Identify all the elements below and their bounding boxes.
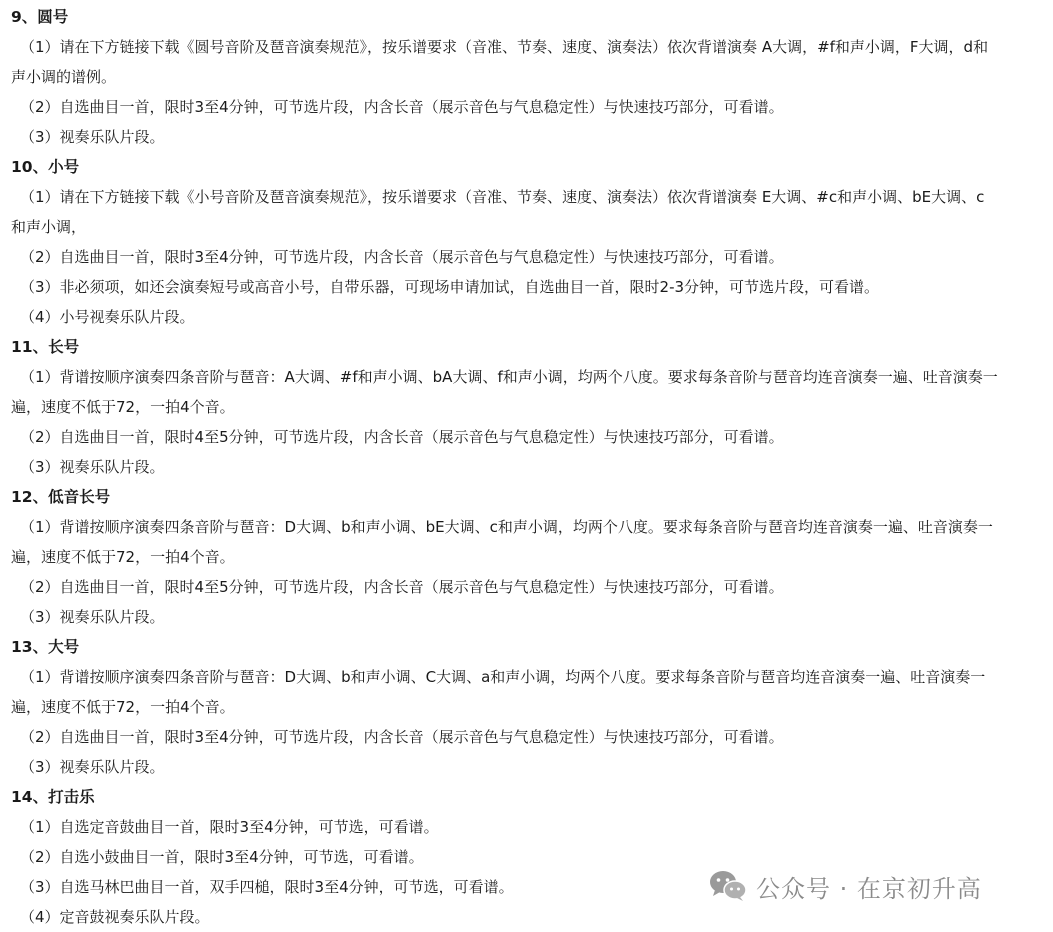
watermark bbox=[708, 866, 982, 906]
section-item: （3）自选马林巴曲目一首，双手四槌，限时3至4分钟，可节选，可看谱。 bbox=[20, 878, 514, 896]
section-item: （1）背谱按顺序演奏四条音阶与琶音：D大调、b和声小调、bE大调、c和声小调，均两个八度。要求每条音阶与琶音均连音演奏一遍、吐音演奏一 bbox=[20, 518, 993, 536]
section-item: （2）自选小鼓曲目一首，限时3至4分钟，可节选，可看谱。 bbox=[20, 848, 424, 866]
section-heading: 9、圆号 bbox=[11, 8, 69, 26]
section-heading: 10、小号 bbox=[11, 158, 80, 176]
section-item: （2）自选曲目一首，限时4至5分钟，可节选片段，内含长音（展示音色与气息稳定性）与快速技巧部分，可看谱。 bbox=[20, 428, 784, 446]
section-item: （4）定音鼓视奏乐队片段。 bbox=[20, 908, 210, 926]
section-item-continuation: 声小调的谱例。 bbox=[11, 68, 117, 86]
section-heading: 14、打击乐 bbox=[11, 788, 95, 806]
section-item: （1）请在下方链接下载《小号音阶及琶音演奏规范》，按乐谱要求（音准、节奏、速度、演奏法）依次背谱演奏 E大调、#c和声小调、bE大调、c bbox=[20, 188, 985, 206]
section-heading: 12、低音长号 bbox=[11, 488, 111, 506]
section-item: （1）背谱按顺序演奏四条音阶与琶音：D大调、b和声小调、C大调、a和声小调，均两个八度。要求每条音阶与琶音均连音演奏一遍、吐音演奏一 bbox=[20, 668, 986, 686]
section-item-continuation: 遍，速度不低于72，一拍4个音。 bbox=[11, 698, 235, 716]
section-item: （2）自选曲目一首，限时4至5分钟，可节选片段，内含长音（展示音色与气息稳定性）与快速技巧部分，可看谱。 bbox=[20, 578, 784, 596]
section-item-continuation: 遍，速度不低于72，一拍4个音。 bbox=[11, 548, 235, 566]
section-item: （1）请在下方链接下载《圆号音阶及琶音演奏规范》，按乐谱要求（音准、节奏、速度、演奏法）依次背谱演奏 A大调，#f和声小调，F大调，d和 bbox=[20, 38, 989, 56]
document-body bbox=[11, 2, 1051, 932]
section-item: （3）视奏乐队片段。 bbox=[20, 458, 165, 476]
section-item: （2）自选曲目一首，限时3至4分钟，可节选片段，内含长音（展示音色与气息稳定性）与快速技巧部分，可看谱。 bbox=[20, 728, 784, 746]
section-item-continuation: 遍，速度不低于72，一拍4个音。 bbox=[11, 398, 235, 416]
section-item: （3）视奏乐队片段。 bbox=[20, 128, 165, 146]
watermark-text: 公众号 · 在京初升高 bbox=[756, 874, 982, 903]
section-item: （4）小号视奏乐队片段。 bbox=[20, 308, 195, 326]
section-item: （3）非必须项，如还会演奏短号或高音小号，自带乐器，可现场申请加试，自选曲目一首，限时2-3分钟，可节选片段，可看谱。 bbox=[20, 278, 880, 296]
section-item-continuation: 和声小调， bbox=[11, 218, 87, 236]
section-item: （1）自选定音鼓曲目一首，限时3至4分钟，可节选，可看谱。 bbox=[20, 818, 439, 836]
section-item: （2）自选曲目一首，限时3至4分钟，可节选片段，内含长音（展示音色与气息稳定性）与快速技巧部分，可看谱。 bbox=[20, 248, 784, 266]
section-item: （1）背谱按顺序演奏四条音阶与琶音：A大调、#f和声小调、bA大调、f和声小调，均两个八度。要求每条音阶与琶音均连音演奏一遍、吐音演奏一 bbox=[20, 368, 998, 386]
section-item: （3）视奏乐队片段。 bbox=[20, 608, 165, 626]
wechat-icon bbox=[708, 869, 748, 903]
section-heading: 11、长号 bbox=[11, 338, 80, 356]
section-item: （3）视奏乐队片段。 bbox=[20, 758, 165, 776]
section-item: （2）自选曲目一首，限时3至4分钟，可节选片段，内含长音（展示音色与气息稳定性）与快速技巧部分，可看谱。 bbox=[20, 98, 784, 116]
section-heading: 13、大号 bbox=[11, 638, 80, 656]
